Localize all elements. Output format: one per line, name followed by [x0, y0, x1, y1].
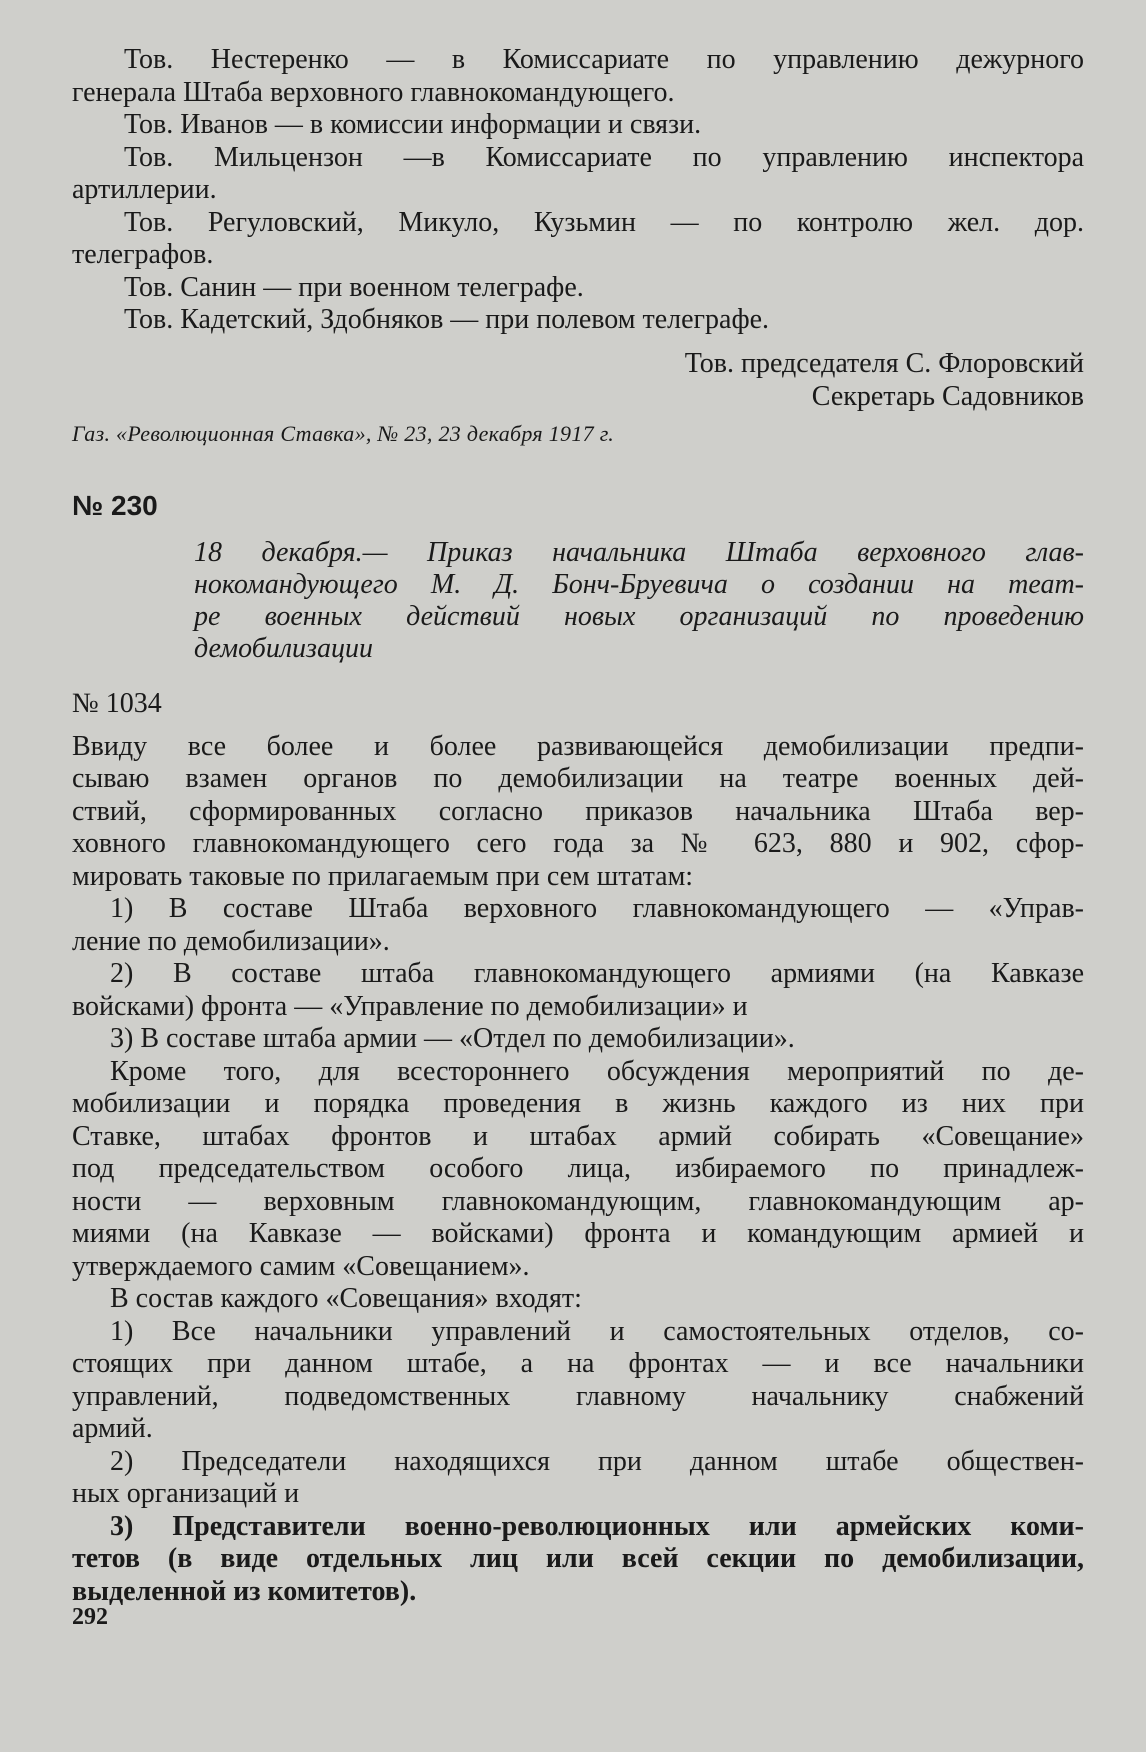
signature-block [72, 347, 1084, 413]
text-line: Тов. Санин — при военном телеграфе. [124, 271, 584, 303]
document-heading [194, 537, 1084, 665]
body-line: войсками) фронта — «Управление по демобилизации» и [72, 990, 748, 1022]
source-citation: Газ. «Революционная Ставка», № 23, 23 декабря 1917 г. [72, 420, 615, 446]
document-page [72, 44, 1084, 1608]
body-line: сываю взамен органов по демобилизации на театре военных дей- [72, 763, 1084, 794]
heading-line: ре военных действий новых организаций по проведению [194, 600, 1084, 632]
document-number: № 230 [72, 489, 158, 521]
order-body [72, 731, 1084, 1609]
top-section [72, 44, 1084, 337]
text-line: телеграфов. [72, 239, 214, 270]
body-line: выделенной из комитетов). [72, 1575, 417, 1607]
body-line: 2) Председатели находящихся при данном штабе обществен- [110, 1445, 1084, 1477]
text-line: артиллерии. [72, 174, 217, 205]
body-line: 3) В составе штаба армии — «Отдел по демобилизации». [110, 1023, 795, 1054]
body-line: ховного главнокомандующего сего года за № 623, 880 и 902, сфор- [72, 828, 1084, 859]
heading-line: нокомандующего М. Д. Бонч-Бруевича о создании на теат- [194, 568, 1084, 600]
text-line: Тов. Регуловский, Микуло, Кузьмин — по контролю жел. дор. [124, 206, 1084, 238]
body-line: утверждаемого самим «Совещанием». [72, 1250, 530, 1282]
text-line: Тов. Нестеренко — в Комиссариате по управлению дежурного [124, 44, 1084, 75]
body-line: 1) Все начальники управлений и самостоятельных отделов, со- [110, 1315, 1084, 1347]
body-line: управлений, подведомственных главному начальнику снабжений [72, 1380, 1084, 1412]
body-line: Кроме того, для всестороннего обсуждения мероприятий по де- [110, 1055, 1084, 1087]
body-line: Ввиду все более и более развивающейся демобилизации предпи- [72, 730, 1084, 762]
order-number: № 1034 [72, 687, 162, 719]
text-line: Тов. Мильцензон —в Комиссариате по управлению инспектора [124, 141, 1084, 173]
body-line: мировать таковые по прилагаемым при сем штатам: [72, 860, 694, 892]
body-line: ствий, сформированных согласно приказов начальника Штаба вер- [72, 795, 1084, 827]
signature-line: Тов. председателя С. Флоровский [684, 347, 1084, 379]
text-line: генерала Штаба верховного главнокомандующего. [72, 76, 675, 108]
heading-line: демобилизации [194, 632, 373, 664]
body-line: ление по демобилизации». [72, 925, 390, 957]
text-line: Тов. Иванов — в комиссии информации и связи. [124, 109, 702, 140]
body-line: 1) В составе Штаба верховного главнокомандующего — «Управ- [110, 893, 1084, 924]
page-number: 292 [72, 1604, 108, 1630]
body-line: ных организаций и [72, 1478, 300, 1509]
body-line: мобилизации и порядка проведения в жизнь каждого из них при [72, 1088, 1084, 1119]
body-line: миями (на Кавказе — войсками) фронта и командующим армией и [72, 1218, 1084, 1249]
body-line: 2) В составе штаба главнокомандующего армиями (на Кавказе [110, 958, 1084, 989]
body-line: армий. [72, 1413, 153, 1444]
body-line: стоящих при данном штабе, а на фронтах — и все начальники [72, 1348, 1084, 1379]
body-line: 3) Представители военно-революционных или армейских коми- [110, 1510, 1084, 1542]
body-line: ности — верховным главнокомандующим, главнокомандующим ар- [72, 1185, 1084, 1217]
text-line: Тов. Кадетский, Здобняков — при полевом телеграфе. [124, 304, 770, 335]
body-line: В состав каждого «Совещания» входят: [110, 1283, 582, 1314]
heading-line: 18 декабря.— Приказ начальника Штаба верховного глав- [194, 536, 1084, 568]
body-line: Ставке, штабах фронтов и штабах армий собирать «Совещание» [72, 1120, 1084, 1152]
body-line: под председательством особого лица, избираемого по принадлеж- [72, 1153, 1084, 1184]
body-line: тетов (в виде отдельных лиц или всей секции по демобилизации, [72, 1543, 1084, 1574]
signature-line: Секретарь Садовников [811, 380, 1084, 412]
